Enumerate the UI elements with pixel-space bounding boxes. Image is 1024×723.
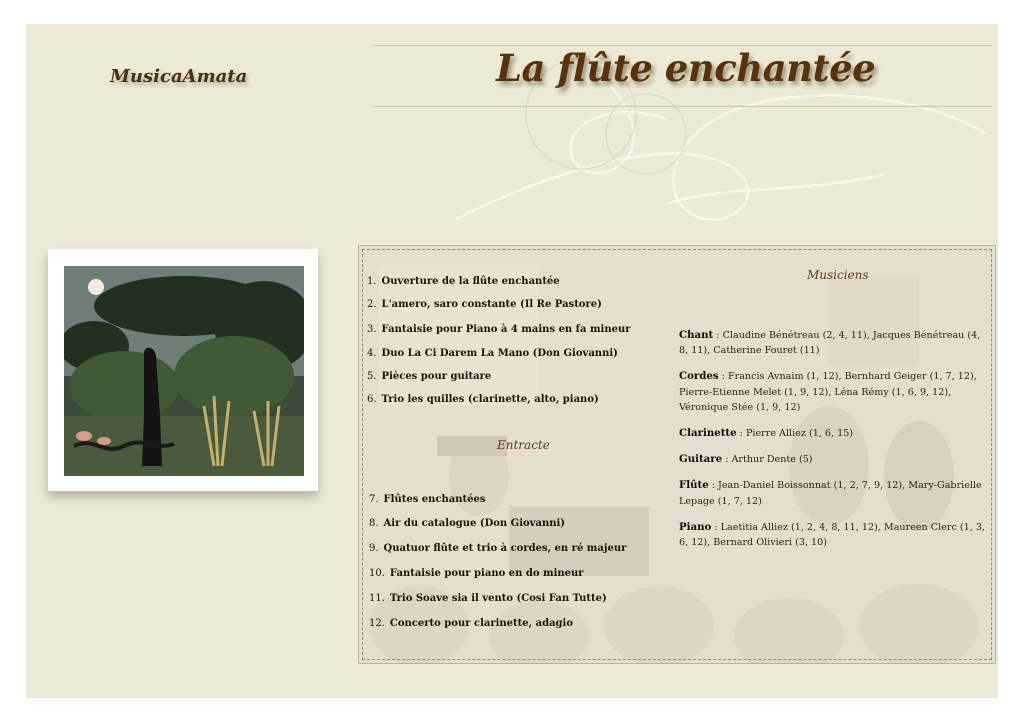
program-item: 6. Trio les quilles (clarinette, alto, piano) (367, 394, 599, 405)
musician-group: Guitare : Arthur Dente (5) (679, 453, 813, 466)
page (26, 24, 998, 698)
program-item: 12. Concerto pour clarinette, adagio (369, 618, 574, 629)
painting-frame (48, 249, 318, 491)
program-item: 1. Ouverture de la flûte enchantée (367, 276, 560, 287)
musician-group: Clarinette : Pierre Alliez (1, 6, 15) (679, 427, 854, 440)
program-item: 11. Trio Soave sia il vento (Cosi Fan Tutte) (369, 593, 607, 604)
brand-name: MusicaAmata (110, 66, 248, 87)
program-item: 3. Fantaisie pour Piano à 4 mains en fa mineur (367, 324, 631, 335)
jungle-painting-icon (64, 266, 304, 476)
page-title: La flûte enchantée (496, 46, 876, 90)
program-item: 4. Duo La Ci Darem La Mano (Don Giovanni) (367, 348, 618, 359)
musicians-list (679, 328, 991, 561)
program-item: 7. Flûtes enchantées (369, 494, 486, 505)
program-item: 10. Fantaisie pour piano en do mineur (369, 568, 584, 579)
musician-group: Cordes : Francis Avnaim (1, 12), Bernhard Geiger (1, 7, 12), Pierre-Etienne Melet (1, 9, 12), Léna Rémy (1, 6, 9, 12), Véronique Stée (1, 9, 12) (679, 370, 977, 413)
musician-group: Piano : Laetitia Alliez (1, 2, 4, 8, 11, 12), Maureen Clerc (1, 3, 6, 12), Bernard Olivieri (3, 10) (679, 520, 985, 549)
musician-group: Chant : Claudine Bénétreau (2, 4, 11), Jacques Bénétreau (4, 8, 11), Catherine Fouret (11) (679, 329, 981, 357)
program-item: 2. L'amero, saro constante (Il Re Pastore) (367, 299, 602, 310)
musician-group: Flûte : Jean-Daniel Boissonnat (1, 2, 7, 9, 12), Mary-Gabrielle Lepage (1, 7, 12) (679, 479, 982, 507)
program-item: 9. Quatuor flûte et trio à cordes, en ré majeur (369, 543, 627, 554)
musicians-heading: Musiciens (807, 268, 869, 282)
intermission-heading: Entracte (497, 438, 550, 452)
program-item: 5. Pièces pour guitare (367, 371, 492, 382)
program-panel (358, 245, 996, 664)
program-item: 8. Air du catalogue (Don Giovanni) (369, 518, 566, 529)
header-rule-bottom (372, 106, 992, 107)
